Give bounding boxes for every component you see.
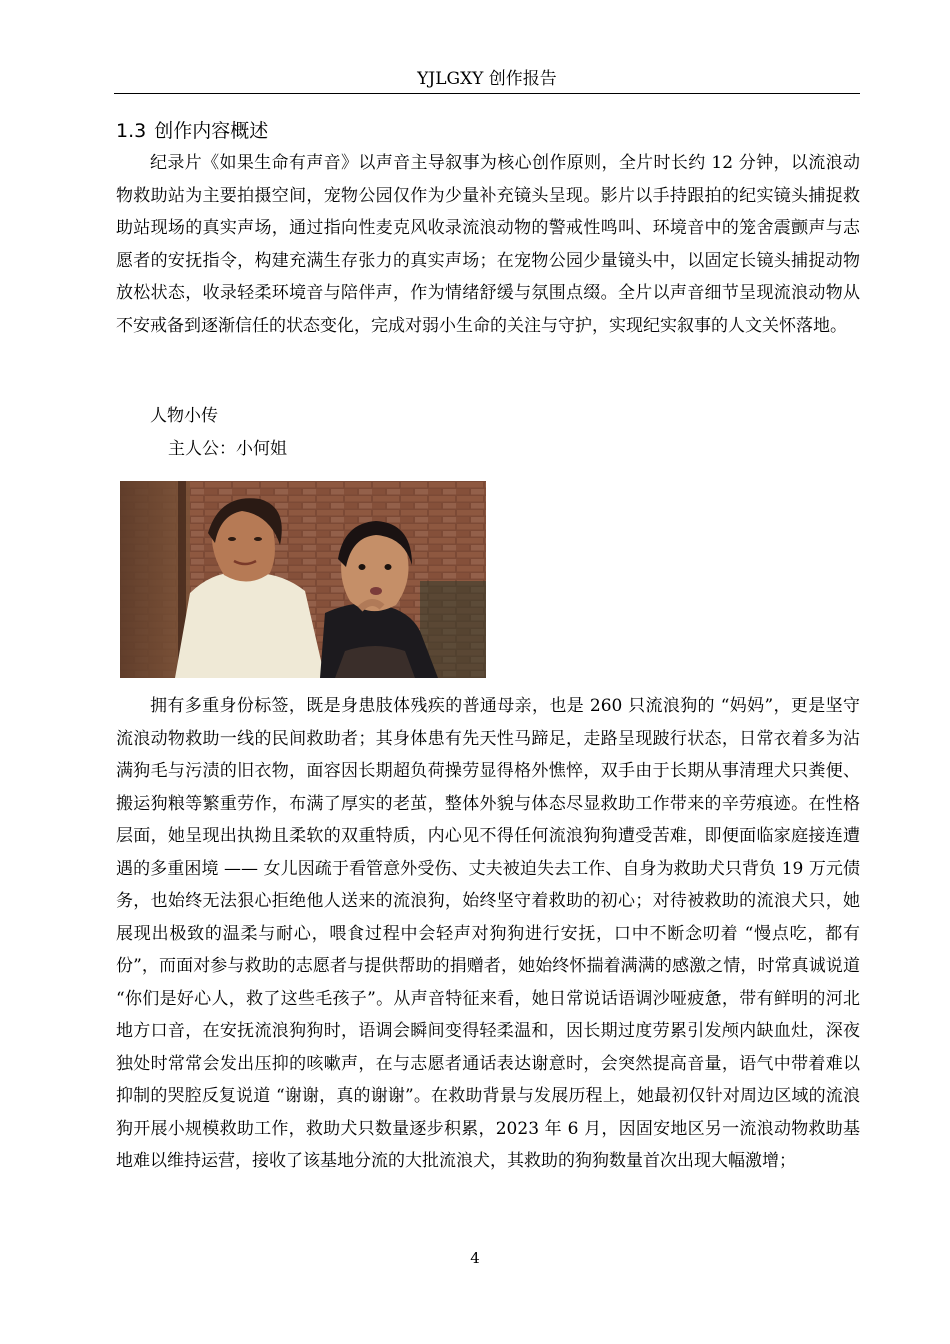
page-header: YJLGXY 创作报告 [417,69,557,89]
section-heading [116,118,268,144]
overview-paragraph: 纪录片《如果生命有声音》以声音主导叙事为核心创作原则，全片时长约 12 分钟，以流浪动物救助站为主要拍摄空间，宠物公园仅作为少量补充镜头呈现。影片以手持跟拍的纪实镜头捕捉救助站现场的真实声场，通过指向性麦克风收录流浪动物的警戒性鸣叫、环境音中的笼舍震颤声与志愿者的安抚指令，构建充满生存张力的真实声场；在宠物公园少量镜头中，以固定长镜头捕捉动物放松状态，收录轻柔环境音与陪伴声，作为情绪舒缓与氛围点缀。全片以声音细节呈现流浪动物从不安戒备到逐渐信任的状态变化，完成对弱小生命的关注与守护，实现纪实叙事的人文关怀落地。 [116,153,860,336]
protagonist-label: 主人公：小何姐 [168,439,287,459]
section-title: 创作内容概述 [154,120,269,142]
biography-paragraph: 拥有多重身份标签，既是身患肢体残疾的普通母亲，也是 260 只流浪狗的 “妈妈”，更是坚守流浪动物救助一线的民间救助者；其身体患有先天性马蹄足，走路呈现跛行状态，日常衣着多为沾满狗毛与污渍的旧衣物，面容因长期超负荷操劳显得格外憔悴，双手由于长期从事清理犬只粪便、搬运狗粮等繁重劳作，布满了厚实的老茧，整体外貌与体态尽显救助工作带来的辛劳痕迹。在性格层面，她呈现出执拗且柔软的双重特质，内心见不得任何流浪狗狗遭受苦难，即便面临家庭接连遭遇的多重困境 —— 女儿因疏于看管意外受伤、丈夫被迫失去工作、自身为救助犬只背负 19 万元债务，也始终无法狠心拒绝他人送来的流浪狗，始终坚守着救助的初心；对待被救助的流浪犬只，她展现出极致的温柔与耐心，喂食过程中会轻声对狗狗进行安抚，口中不断念叨着 “慢点吃，都有份”，而面对参与救助的志愿者与提供帮助的捐赠者，她始终怀揣着满满的感激之情，时常真诚说道 “你们是好心人，救了这些毛孩子”。从声音特征来看，她日常说话语调沙哑疲惫，带有鲜明的河北地方口音，在安抚流浪狗狗时，语调会瞬间变得轻柔温和，因长期过度劳累引发颅内缺血灶，深夜独处时常常会发出压抑的咳嗽声，在与志愿者通话表达谢意时，会突然提高音量，语气中带着难以抑制的哭腔反复说道 “谢谢，真的谢谢”。在救助背景与发展历程上，她最初仅针对周边区域的流浪狗开展小规模救助工作，救助犬只数量逐步积累，2023 年 6 月，因固安地区另一流浪动物救助基地难以维持运营，接收了该基地分流的大批流浪犬，其救助的狗狗数量首次出现大幅激增； [116,696,860,1171]
page-number: 4 [470,1249,480,1267]
section-number: 1.3 [116,120,147,142]
portrait-photo-icon [120,481,486,678]
portrait-photo [120,481,486,678]
header-rule [114,93,860,94]
bio-heading: 人物小传 [150,406,218,426]
